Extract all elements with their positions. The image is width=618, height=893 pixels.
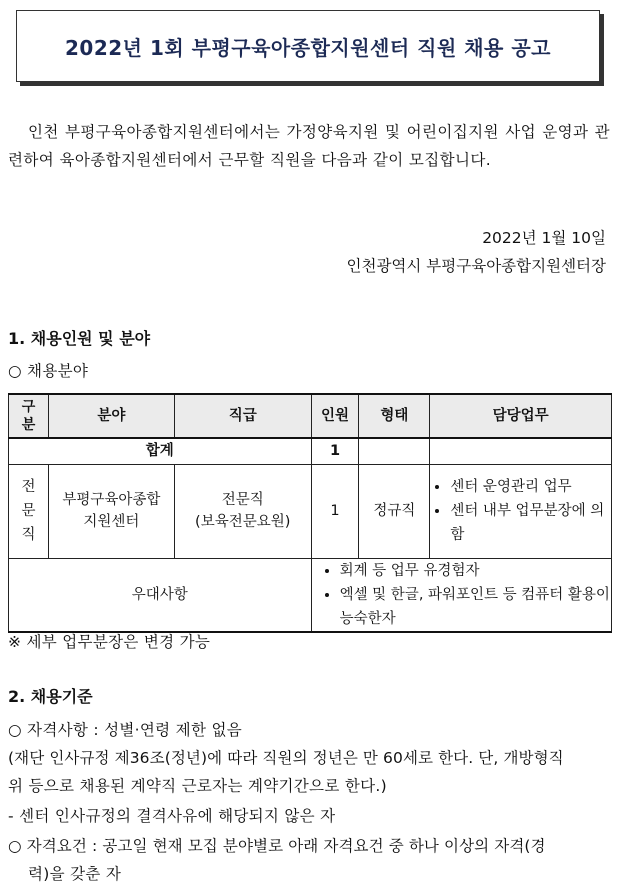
disqualify-line: - 센터 인사규정의 결격사유에 해당되지 않은 자 bbox=[8, 807, 336, 825]
sum-count: 1 bbox=[311, 438, 359, 464]
header-field: 분야 bbox=[48, 394, 174, 438]
list-item: • 엑셀 및 한글, 파워포인트 등 컴퓨터 활용이 능숙한자 bbox=[340, 583, 611, 631]
table-row-preference bbox=[9, 558, 612, 632]
header-duty: 담당업무 bbox=[430, 394, 612, 438]
section-1-title: 1. 채용인원 및 분야 bbox=[8, 329, 151, 348]
row-category: 전문직 bbox=[9, 464, 49, 558]
row-duties bbox=[430, 464, 612, 558]
list-item: • 센터 운영관리 업무 bbox=[450, 475, 611, 499]
list-item: • 회계 등 업무 유경험자 bbox=[340, 559, 611, 583]
table-row-sum bbox=[9, 438, 612, 464]
requirement-line-1: ○ 자격요건 : 공고일 현재 모집 분야별로 아래 자격요건 중 하나 이상의 자격(경 bbox=[8, 837, 546, 855]
section-1-subtitle: ○ 채용분야 bbox=[8, 362, 89, 380]
header-type: 형태 bbox=[359, 394, 430, 438]
list-item: • 센터 내부 업무분장에 의함 bbox=[450, 499, 611, 547]
retirement-line-2: 위 등으로 채용된 계약직 근로자는 계약기간으로 한다.) bbox=[8, 777, 387, 795]
announcement-date: 2022년 1월 10일 bbox=[482, 229, 606, 247]
section-2-title: 2. 채용기준 bbox=[8, 687, 93, 706]
preference-items bbox=[311, 558, 611, 632]
intro-paragraph: 인천 부평구육아종합지원센터에서는 가정양육지원 및 어린이집지원 사업 운영과 관련하여 육아종합지원센터에서 근무할 직원을 다음과 같이 모집합니다. bbox=[8, 123, 610, 169]
table-row bbox=[9, 464, 612, 558]
row-position: 전문직 (보육전문요원) bbox=[174, 464, 311, 558]
title-box bbox=[16, 10, 600, 82]
row-type: 정규직 bbox=[359, 464, 430, 558]
header-category: 구분 bbox=[9, 394, 49, 438]
table-header-row bbox=[9, 394, 612, 438]
row-count: 1 bbox=[311, 464, 359, 558]
requirement-line-2: 력)을 갖춘 자 bbox=[28, 865, 122, 883]
sum-label: 합계 bbox=[9, 438, 312, 464]
header-position: 직급 bbox=[174, 394, 311, 438]
header-count: 인원 bbox=[311, 394, 359, 438]
page-title: 2022년 1회 부평구육아종합지원센터 직원 채용 공고 bbox=[65, 35, 551, 60]
retirement-line-1: (재단 인사규정 제36조(정년)에 따라 직원의 정년은 만 60세로 한다. 단, 개방형직 bbox=[8, 749, 564, 767]
row-field: 부평구육아종합지원센터 bbox=[48, 464, 174, 558]
preference-label: 우대사항 bbox=[9, 558, 312, 632]
recruitment-table bbox=[8, 393, 612, 633]
issuer: 인천광역시 부평구육아종합지원센터장 bbox=[346, 257, 606, 275]
qualification-line: ○ 자격사항 : 성별·연령 제한 없음 bbox=[8, 721, 242, 739]
note: ※ 세부 업무분장은 변경 가능 bbox=[8, 633, 211, 651]
